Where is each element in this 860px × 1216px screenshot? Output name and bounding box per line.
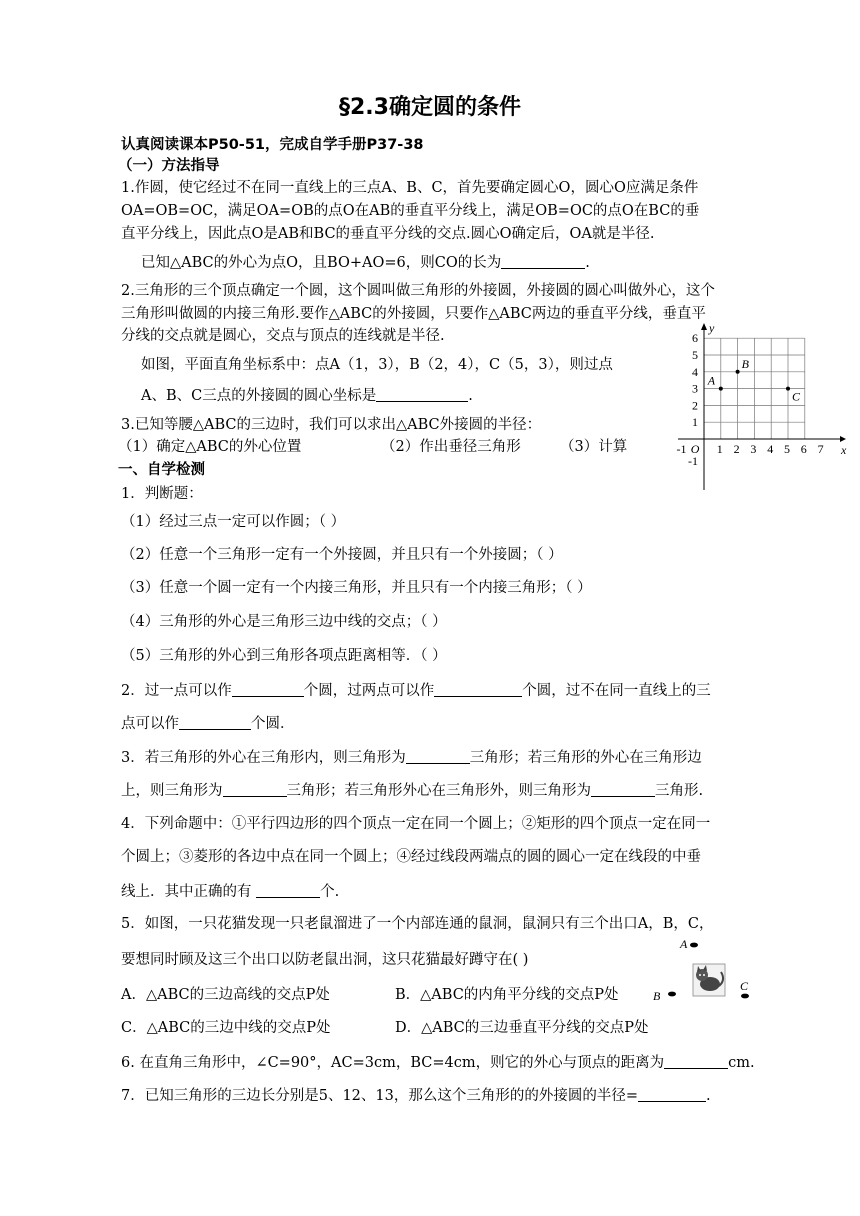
q2-text-c: 个圆，过不在同一直线上的三 xyxy=(522,683,711,699)
method-p3-step1: （1）确定△ABC的外心位置 xyxy=(118,439,302,455)
method-p2-question-line2 xyxy=(141,385,473,406)
q3-text-e: 三角形. xyxy=(655,783,704,799)
method-p2-question-line1: 如图，平面直角坐标系中：点A（1，3），B（2，4），C（5，3），则过点 xyxy=(141,357,613,373)
q7-text-b: . xyxy=(706,1088,711,1104)
answer-blank[interactable] xyxy=(591,780,655,797)
q2-text-a: 2．过一点可以作 xyxy=(121,683,232,699)
q4-line2: 个圆上；③菱形的各边中点在同一个圆上；④经过线段两端点的圆的圆心一定在线段的中垂 xyxy=(121,849,701,865)
q3-text-b: 三角形；若三角形的外心在三角形边 xyxy=(469,750,702,766)
y-tick-label: 1 xyxy=(692,415,698,430)
x-tick-label: 5 xyxy=(784,442,790,456)
q5-line1: 5．如图，一只花猫发现一只老鼠溜进了一个内部连通的鼠洞，鼠洞只有三个出口A，B，C， xyxy=(121,916,714,932)
tick-labels xyxy=(676,331,823,468)
point-label-c: C xyxy=(792,389,801,404)
q5-option-d[interactable]: D．△ABC的三边垂直平分线的交点P处 xyxy=(395,1020,649,1036)
method-p3-step3: （3）计算 xyxy=(560,439,628,455)
q5-option-c[interactable]: C．△ABC的三边中线的交点P处 xyxy=(121,1020,331,1036)
y-tick-label: 2 xyxy=(692,398,698,413)
coordinate-graph xyxy=(660,320,850,500)
q2-line2 xyxy=(121,713,295,734)
q6-text-a: 6. 在直角三角形中，∠C=90°，AC=3cm，BC=4cm，则它的外心与顶点的距离为 xyxy=(121,1055,665,1071)
q6-line xyxy=(121,1052,755,1073)
y-axis-arrow xyxy=(701,323,707,330)
q1-item-2: （2）任意一个三角形一定有一个外接圆，并且只有一个外接圆；（ ） xyxy=(121,547,563,563)
method-heading: （一）方法指导 xyxy=(118,158,220,174)
intro-line: 认真阅读课本P50-51，完成自学手册P37-38 xyxy=(121,137,424,153)
method-p2-line2: 三角形叫做圆的内接三角形.要作△ABC的外接圆，只要作△ABC两边的垂直平分线，垂直平 xyxy=(121,306,706,322)
method-p1-question-end: . xyxy=(585,255,590,271)
q4-line1: 4．下列命题中：①平行四边形的四个顶点一定在同一个圆上；②矩形的四个顶点一定在同一 xyxy=(121,816,711,832)
x-tick-label: -1 xyxy=(676,442,687,456)
method-p1-line3: 直平分线上，因此点O是AB和BC的垂直平分线的交点.圆心O确定后，OA就是半径. xyxy=(121,226,655,242)
point-b xyxy=(736,370,740,374)
y-tick-label: 6 xyxy=(692,331,698,346)
x-tick-label: O xyxy=(690,442,700,456)
q5-line2: 要想同时顾及这三个出口以防老鼠出洞，这只花猫最好蹲守在( ) xyxy=(121,952,529,968)
q4-text-b: 个. xyxy=(320,884,340,900)
q2-text-e: 个圆． xyxy=(251,716,295,732)
q1-title: 1．判断题： xyxy=(121,486,203,502)
hole-a-dot xyxy=(690,943,698,948)
answer-blank[interactable] xyxy=(501,252,585,269)
q1-item-4: （4）三角形的外心是三角形三边中线的交点；（ ） xyxy=(121,614,447,630)
answer-blank[interactable] xyxy=(179,713,251,730)
method-p1-question xyxy=(141,252,590,273)
x-tick-label: 7 xyxy=(817,442,824,456)
x-axis-arrow xyxy=(840,436,846,442)
q2-line1 xyxy=(121,680,711,701)
method-p2-line3: 分线的交点就是圆心，交点与顶点的连线就是半径. xyxy=(121,328,445,344)
x-tick-label: 1 xyxy=(716,442,723,456)
q1-item-5: （5）三角形的外心到三角形各项点距离相等．（ ） xyxy=(121,648,447,664)
method-p3-line1: 3.已知等腰△ABC的三边时，我们可以求出△ABC外接圆的半径： xyxy=(121,417,542,433)
answer-blank[interactable] xyxy=(638,1085,706,1102)
q3-text-a: 3．若三角形的外心在三角形内，则三角形为 xyxy=(121,750,406,766)
hole-label-c: C xyxy=(740,979,749,993)
x-tick-label: 3 xyxy=(750,442,757,456)
answer-blank[interactable] xyxy=(406,747,470,764)
y-tick-label: 5 xyxy=(692,348,698,362)
point-label-b: B xyxy=(741,356,749,371)
mouse-hole-figure xyxy=(640,930,760,1010)
answer-blank[interactable] xyxy=(664,1052,728,1069)
page-title: §2.3确定圆的条件 xyxy=(339,95,521,120)
selfcheck-heading: 一、自学检测 xyxy=(118,462,205,478)
method-p1-line2: OA=OB=OC，满足OA=OB的点O在AB的垂直平分线上，满足OB=OC的点O在BC的垂 xyxy=(121,203,700,219)
q2-text-d: 点可以作 xyxy=(121,716,179,732)
answer-blank[interactable] xyxy=(256,881,320,898)
q3-text-d: 三角形；若三角形外心在三角形外，则三角形为 xyxy=(286,783,591,799)
answer-blank[interactable] xyxy=(232,680,304,697)
q5-option-b[interactable]: B．△ABC的内角平分线的交点P处 xyxy=(395,987,619,1003)
method-p3-step2: （2）作出垂径三角形 xyxy=(381,439,521,455)
y-tick-label: 4 xyxy=(692,364,698,379)
q4-line3 xyxy=(121,881,339,902)
method-p1-line1: 1.作圆，使它经过不在同一直线上的三点A、B、C，首先要确定圆心O，圆心O应满足条件 xyxy=(121,180,699,196)
hole-label-a: A xyxy=(680,937,688,951)
q3-line2 xyxy=(121,780,703,801)
y-axis-label: y xyxy=(709,321,715,335)
y-tick-label: -1 xyxy=(688,454,698,468)
cat-icon xyxy=(693,964,725,996)
q3-line1 xyxy=(121,747,702,768)
x-tick-label: 6 xyxy=(800,442,807,456)
point-a xyxy=(719,387,723,391)
method-p2-line1: 2.三角形的三个顶点确定一个圆，这个圆叫做三角形的外接圆，外接圆的圆心叫做外心，这个 xyxy=(121,283,715,299)
x-axis-label: x xyxy=(841,443,847,457)
q7-text-a: 7．已知三角形的三边长分别是5、12、13，那么这个三角形的的外接圆的半径= xyxy=(121,1088,638,1104)
q5-option-a[interactable]: A．△ABC的三边高线的交点P处 xyxy=(121,987,330,1003)
x-tick-label: 4 xyxy=(767,442,774,456)
method-p2-question-end: . xyxy=(468,388,473,404)
y-tick-label: 3 xyxy=(692,381,698,396)
q7-line xyxy=(121,1085,711,1106)
answer-blank[interactable] xyxy=(434,680,522,697)
hole-c-dot xyxy=(741,994,749,999)
point-c xyxy=(786,387,790,391)
answer-blank[interactable] xyxy=(376,385,468,402)
method-p1-question-text: 已知△ABC的外心为点O，且BO+AO=6，则CO的长为 xyxy=(141,255,502,271)
q6-text-b: cm. xyxy=(728,1055,755,1071)
hole-label-b: B xyxy=(653,989,661,1003)
q1-item-3: （3）任意一个圆一定有一个内接三角形，并且只有一个内接三角形；（ ） xyxy=(121,580,592,596)
q4-text-a: 线上．其中正确的有 xyxy=(121,884,252,900)
answer-blank[interactable] xyxy=(223,780,287,797)
q3-text-c: 上，则三角形为 xyxy=(121,783,223,799)
method-p2-question-text: A、B、C三点的外接圆的圆心坐标是 xyxy=(141,388,377,404)
q1-item-1: （1）经过三点一定可以作圆；（ ） xyxy=(121,514,346,530)
hole-b-dot xyxy=(668,992,676,997)
x-tick-label: 2 xyxy=(733,442,740,456)
point-label-a: A xyxy=(707,373,716,388)
q2-text-b: 个圆，过两点可以作 xyxy=(303,683,435,699)
